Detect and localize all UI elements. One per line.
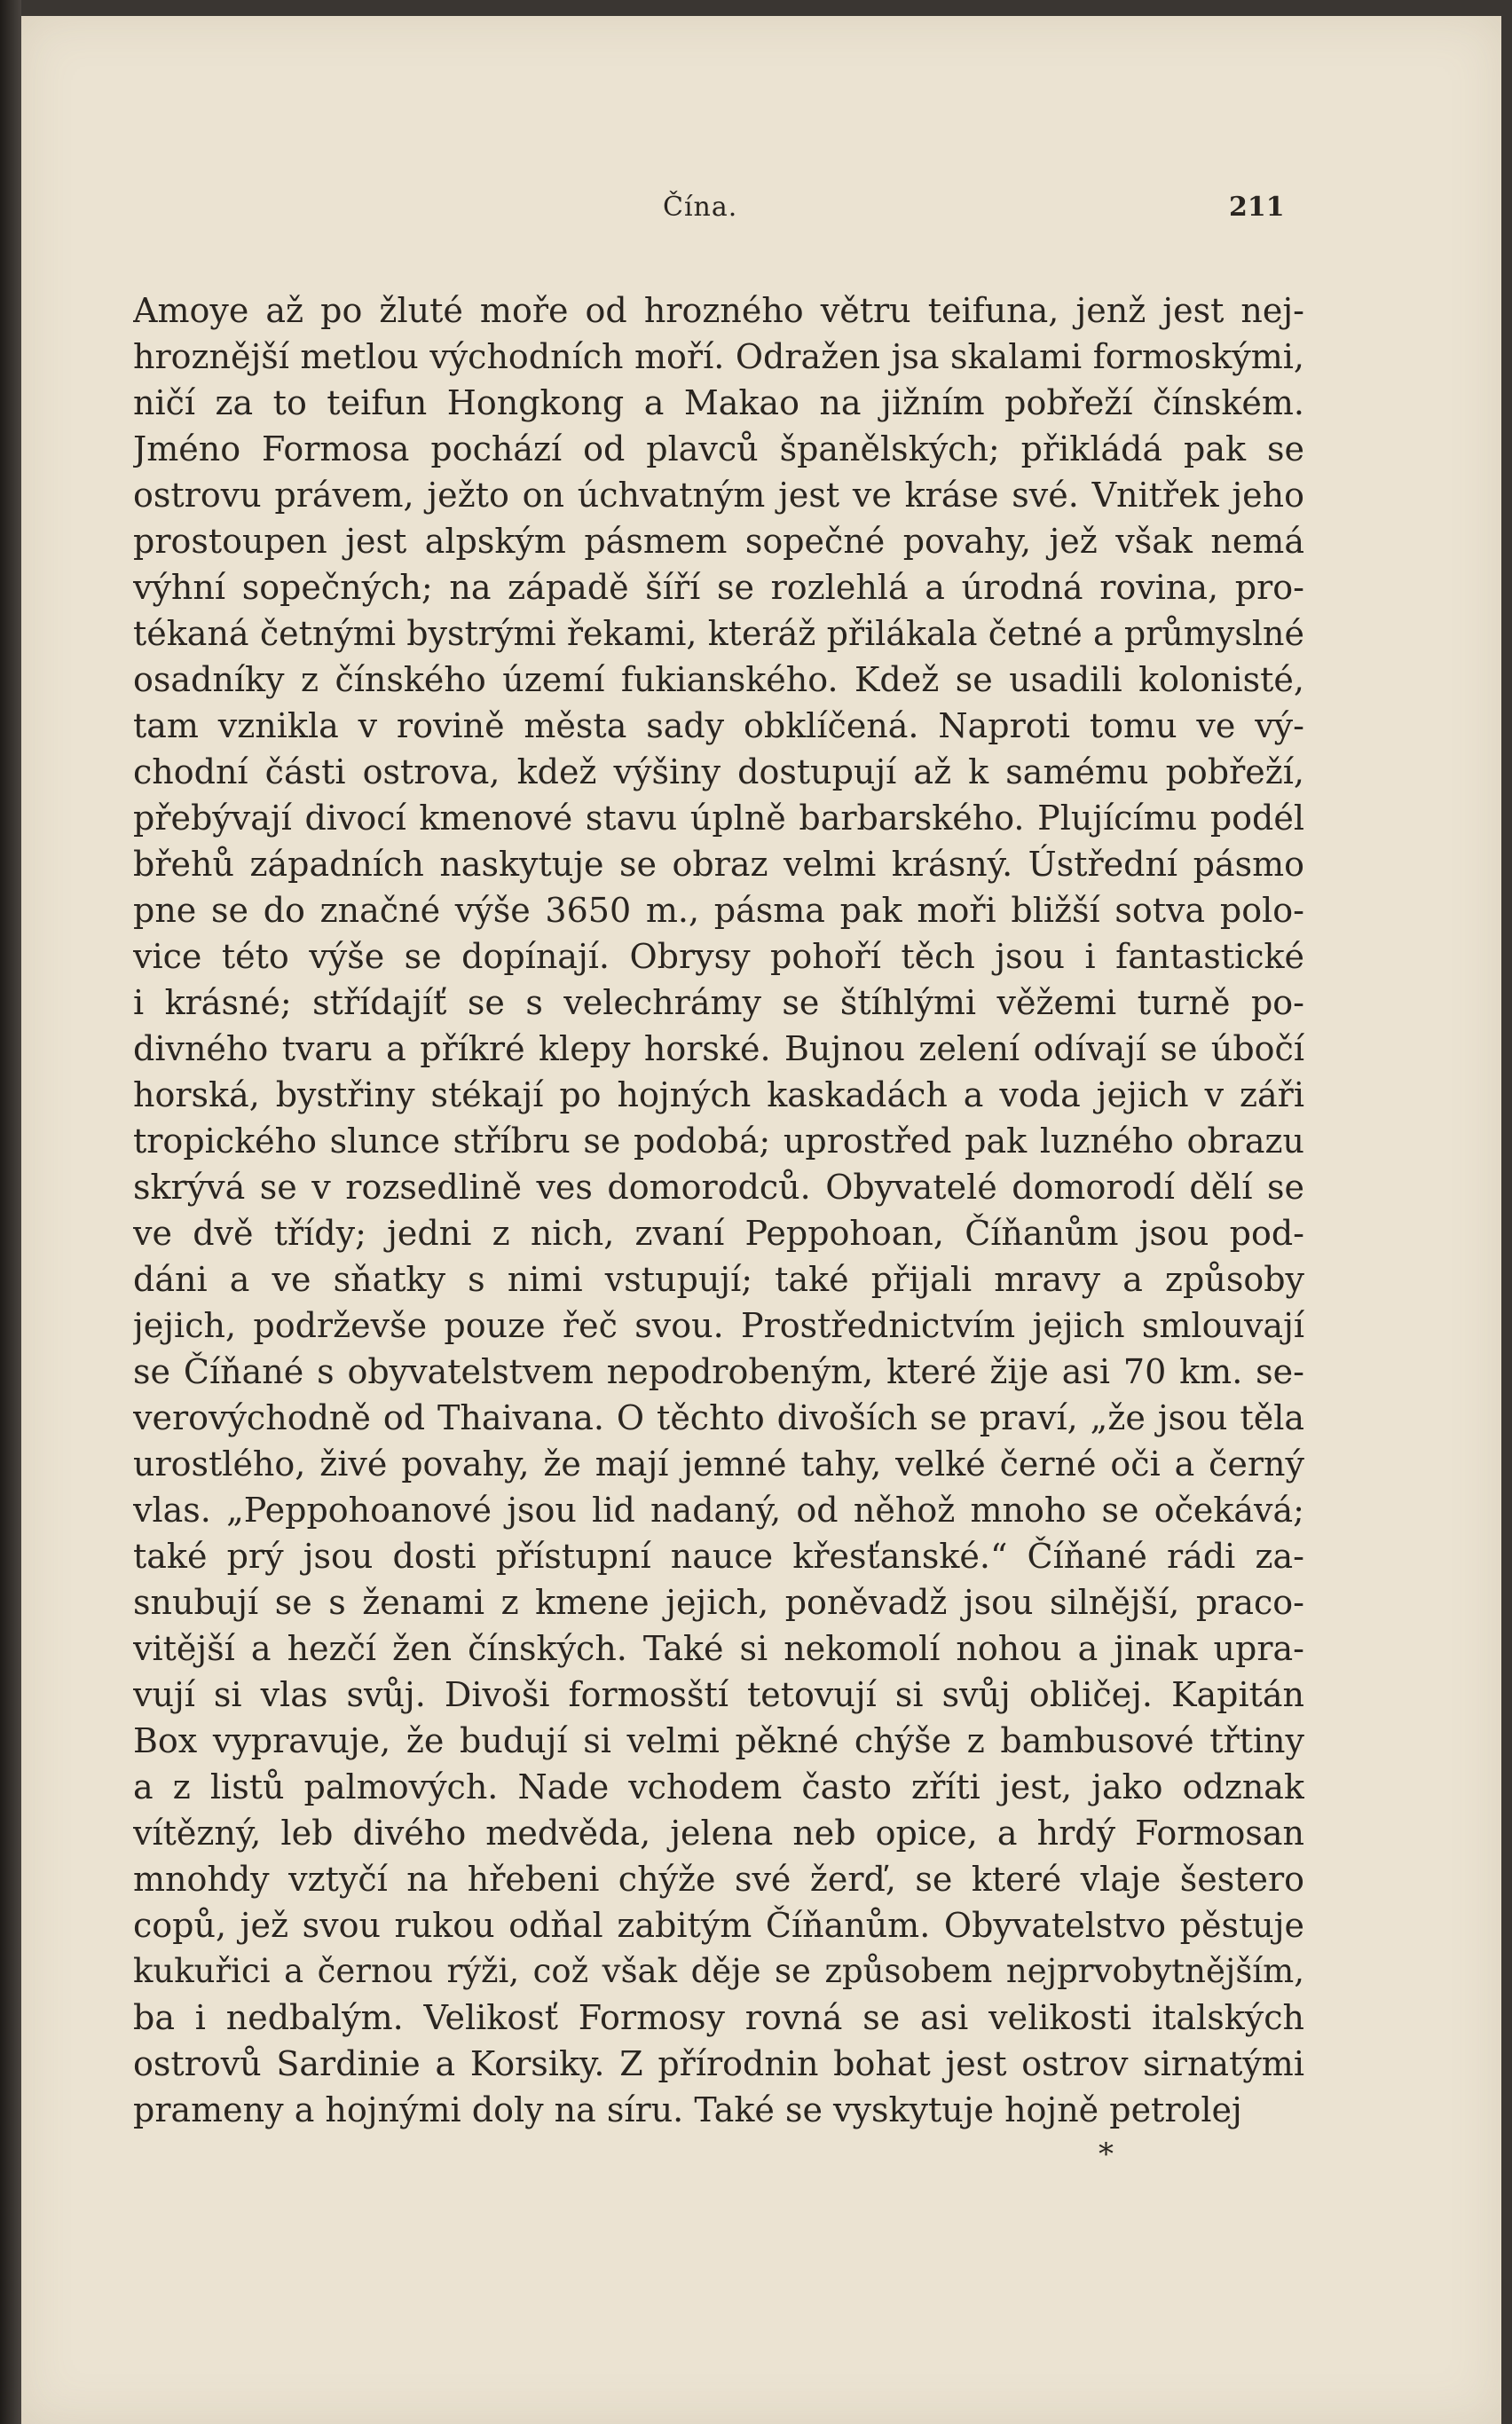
text-line: prostoupen jest alpským pásmem sopečné povahy, jež však nemá: [133, 522, 1304, 561]
text-line: i krásné; střídajíť se s velechrámy se štíhlými věžemi turně po-: [133, 983, 1304, 1022]
text-line: chodní části ostrova, kdež výšiny dostupují až k samému pobřeží,: [133, 752, 1304, 791]
chapter-title: Čína.: [663, 192, 738, 223]
page-number: 211: [1229, 192, 1285, 223]
text-line: horská, bystřiny stékají po hojných kaskadách a voda jejich v záři: [133, 1075, 1304, 1114]
text-line: a z listů palmových. Nade vchodem často zříti jest, jako odznak: [133, 1767, 1304, 1806]
text-line: pne se do značné výše 3650 m., pásma pak moři bližší sotva polo-: [133, 891, 1304, 930]
text-line: vlas. „Peppohoanové jsou lid nadaný, od něhož mnoho se očekává;: [133, 1491, 1304, 1530]
text-line: mnohdy vztyčí na hřebeni chýže své žerď, se které vlaje šestero: [133, 1860, 1304, 1899]
text-line: Jméno Formosa pochází od plavců španělských; přikládá pak se: [133, 429, 1304, 468]
text-line: prameny a hojnými doly na síru. Také se vyskytuje hojně petrolej: [133, 2090, 1242, 2129]
text-line: Amoye až po žluté moře od hrozného větru teifuna, jenž jest nej-: [133, 291, 1304, 330]
text-line: hroznější metlou východních moří. Odražen jsa skalami formoskými,: [133, 337, 1304, 376]
text-line: vitější a hezčí žen čínských. Také si nekomolí nohou a jinak upra-: [133, 1629, 1304, 1668]
text-line: kukuřici a černou rýži, což však děje se způsobem nejprvobytnějším,: [133, 1952, 1304, 1990]
body-text: [133, 287, 1304, 2133]
text-line: břehů západních naskytuje se obraz velmi krásný. Ústřední pásmo: [133, 845, 1304, 884]
text-line: divného tvaru a příkré klepy horské. Bujnou zelení odívají se úbočí: [133, 1029, 1304, 1068]
text-line: dáni a ve sňatky s nimi vstupují; také přijali mravy a způsoby: [133, 1260, 1304, 1299]
text-line: ničí za to teifun Hongkong a Makao na jižním pobřeží čínském.: [133, 383, 1304, 422]
text-line: copů, jež svou rukou odňal zabitým Číňanům. Obyvatelstvo pěstuje: [133, 1906, 1304, 1945]
running-header: [21, 192, 1501, 227]
text-line: tékaná četnými bystrými řekami, kteráž přilákala četné a průmyslné: [133, 614, 1304, 653]
text-line: jejich, podrževše pouze řeč svou. Prostřednictvím jejich smlouvají: [133, 1306, 1304, 1345]
text-line: ba i nedbalým. Velikosť Formosy rovná se asi velikosti italských: [133, 1998, 1304, 2037]
text-line: Box vypravuje, že budují si velmi pěkné chýše z bambusové třtiny: [133, 1721, 1304, 1760]
text-line: také prý jsou dosti přístupní nauce křesťanské.“ Číňané rádi za-: [133, 1537, 1304, 1576]
book-page: [21, 16, 1501, 2424]
text-line: vují si vlas svůj. Divoši formosští tetovují si svůj obličej. Kapitán: [133, 1675, 1304, 1714]
text-line: tam vznikla v rovině města sady obklíčená. Naproti tomu ve vý-: [133, 706, 1304, 745]
text-line: se Číňané s obyvatelstvem nepodrobeným, které žije asi 70 km. se-: [133, 1352, 1304, 1391]
text-line: ostrovů Sardinie a Korsiky. Z přírodnin bohat jest ostrov sirnatými: [133, 2044, 1304, 2083]
text-line: verovýchodně od Thaivana. O těchto divoších se praví, „že jsou těla: [133, 1398, 1304, 1437]
book-binding-edge: [0, 0, 21, 2424]
text-line: snubují se s ženami z kmene jejich, poněvadž jsou silnější, praco-: [133, 1583, 1304, 1622]
text-line: výhní sopečných; na západě šíří se rozlehlá a úrodná rovina, pro-: [133, 568, 1304, 607]
text-line: ostrovu právem, ježto on úchvatným jest ve kráse své. Vnitřek jeho: [133, 476, 1304, 515]
text-line: ve dvě třídy; jedni z nich, zvaní Peppohoan, Číňanům jsou pod-: [133, 1214, 1304, 1253]
text-line: urostlého, živé povahy, že mají jemné tahy, velké černé oči a černý: [133, 1444, 1304, 1484]
signature-mark: *: [1099, 2137, 1114, 2172]
text-line: osadníky z čínského území fukianského. Kdež se usadili kolonisté,: [133, 660, 1304, 699]
text-line: vice této výše se dopínají. Obrysy pohoří těch jsou i fantastické: [133, 937, 1304, 976]
text-line: tropického slunce stříbru se podobá; uprostřed pak luzného obrazu: [133, 1121, 1304, 1161]
text-line: vítězný, leb divého medvěda, jelena neb opice, a hrdý Formosan: [133, 1814, 1304, 1853]
text-line: skrývá se v rozsedlině ves domorodců. Obyvatelé domorodí dělí se: [133, 1168, 1304, 1207]
text-line: přebývají divocí kmenové stavu úplně barbarského. Plujícímu podél: [133, 799, 1304, 838]
